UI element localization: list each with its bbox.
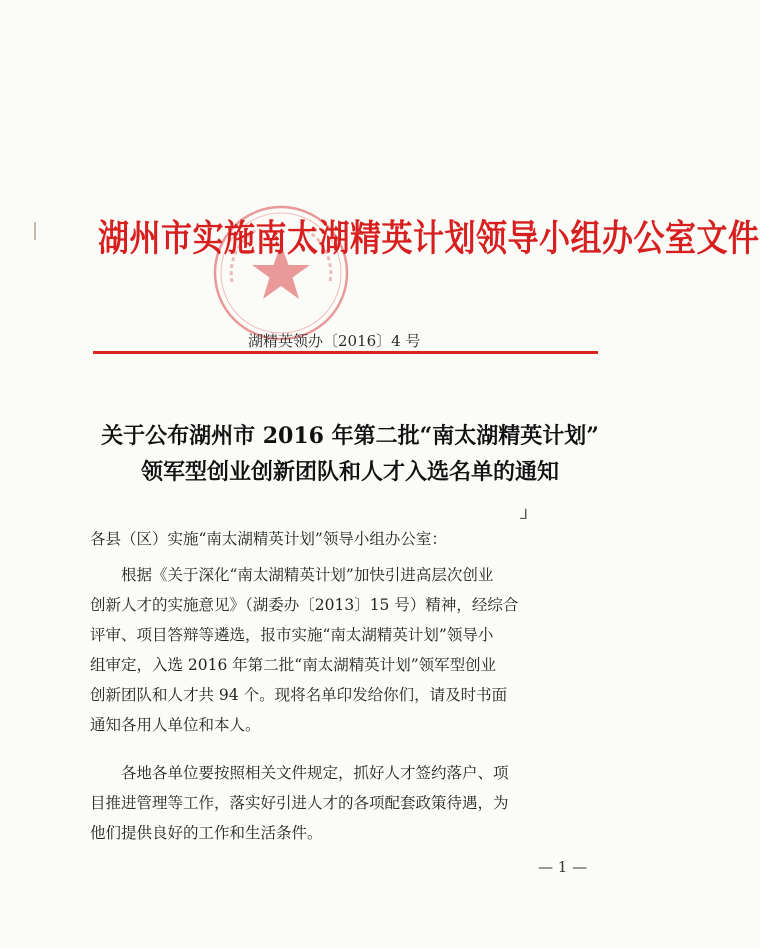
paragraph-1-line: 组审定，入选 2016 年第二批“南太湖精英计划”领军型创业 [90, 656, 497, 674]
paragraph-2-line: 目推进管理等工作，落实好引进人才的各项配套政策待遇，为 [90, 794, 509, 812]
paragraph-1 [90, 560, 610, 740]
red-divider-line [93, 351, 598, 354]
document-number: 湖精英领办〔2016〕4 号 [248, 332, 421, 350]
paragraph-1-line: 根据《关于深化“南太湖精英计划”加快引进高层次创业 [90, 566, 494, 584]
paragraph-1-line: 通知各用人单位和本人。 [90, 716, 261, 734]
document-header-title: 湖州市实施南太湖精英计划领导小组办公室文件 [98, 217, 760, 260]
paragraph-2 [90, 758, 610, 848]
notice-title-line-2: 领军型创业创新团队和人才入选名单的通知 [140, 459, 559, 485]
page-number: — 1 — [538, 858, 588, 876]
ink-mark: ⅃ [520, 507, 528, 523]
paragraph-1-line: 评审、项目答辩等遴选，报市实施“南太湖精英计划”领导小 [90, 626, 494, 644]
notice-title [80, 418, 620, 490]
paragraph-1-line: 创新人才的实施意见》（湖委办〔2013〕15 号）精神，经综合 [90, 596, 519, 614]
binding-mark [34, 222, 36, 240]
addressee: 各县（区）实施“南太湖精英计划”领导小组办公室： [90, 530, 447, 548]
paragraph-2-line: 各地各单位要按照相关文件规定，抓好人才签约落户、项 [90, 764, 509, 782]
paragraph-1-line: 创新团队和人才共 94 个。现将名单印发给你们，请及时书面 [90, 686, 508, 704]
notice-title-line-1: 关于公布湖州市 2016 年第二批“南太湖精英计划” [101, 423, 599, 449]
paragraph-2-line: 他们提供良好的工作和生活条件。 [90, 824, 323, 842]
